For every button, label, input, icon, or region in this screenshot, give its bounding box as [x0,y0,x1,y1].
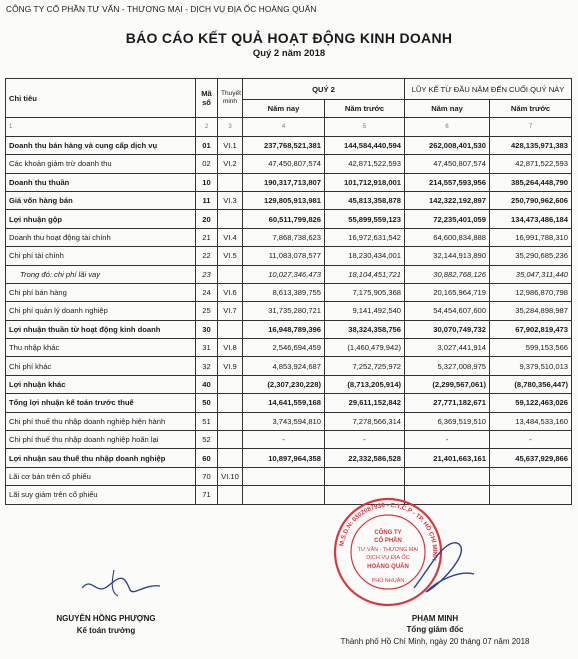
row-q2-nam-truoc: 42,871,522,593 [325,155,405,173]
report-title: BÁO CÁO KẾT QUẢ HOẠT ĐỘNG KINH DOANH [125,30,453,46]
row-q2-nam-truoc: 29,611,152,842 [325,394,405,412]
row-ytd-nam-nay: 3,027,441,914 [405,339,490,357]
svg-text:CÔNG TY: CÔNG TY [374,530,402,536]
row-q2-nam-nay: 129,805,913,981 [243,191,325,209]
header-q2-nam-truoc: Năm trước [325,100,405,118]
row-q2-nam-truoc: 38,324,358,756 [325,320,405,338]
row-ytd-nam-truoc: 599,153,566 [490,339,572,357]
row-ytd-nam-nay: 54,454,607,600 [405,302,490,320]
income-statement-table [5,78,572,505]
row-code: 23 [196,265,218,283]
row-note: VI.9 [218,357,243,375]
row-note [218,486,243,504]
signature-block-right [300,614,570,646]
table-row [6,449,572,467]
row-code: 30 [196,320,218,338]
report-period: Quý 2 năm 2018 [252,48,326,59]
signer-name-right: PHẠM MINH [411,614,459,623]
table-row [6,302,572,320]
row-note [218,375,243,393]
row-label: Lợi nhuận thuần từ hoạt động kinh doanh [6,320,196,338]
row-q2-nam-truoc: 7,278,566,314 [325,412,405,430]
table-row [6,155,572,173]
header-ytd-nam-nay: Năm nay [405,100,490,118]
table-row [6,431,572,449]
row-label: Chi phí quản lý doanh nghiệp [6,302,196,320]
row-ytd-nam-nay: 27,771,182,671 [405,394,490,412]
row-ytd-nam-truoc: 16,991,788,310 [490,228,572,246]
svg-text:CỔ PHẦN: CỔ PHẦN [374,538,402,544]
row-note [218,449,243,467]
row-q2-nam-truoc [325,467,405,485]
row-note [218,394,243,412]
row-note [218,265,243,283]
row-q2-nam-nay: 11,083,078,577 [243,247,325,265]
row-note: VI.8 [218,339,243,357]
index-cell: 6 [405,118,490,136]
row-q2-nam-truoc: (8,713,205,914) [325,375,405,393]
index-cell: 5 [325,118,405,136]
row-q2-nam-nay: 190,317,713,807 [243,173,325,191]
row-note: VI.4 [218,228,243,246]
header-ytd-nam-truoc: Năm trước [490,100,572,118]
row-note: VI.10 [218,467,243,485]
svg-text:PHÚ NHUẬN: PHÚ NHUẬN [371,578,405,584]
row-code: 25 [196,302,218,320]
row-ytd-nam-nay: 30,882,768,126 [405,265,490,283]
table-row [6,394,572,412]
row-note [218,320,243,338]
table-row [6,136,572,154]
row-code: 20 [196,210,218,228]
table-row [6,412,572,430]
row-code: 02 [196,155,218,173]
row-code: 70 [196,467,218,485]
row-q2-nam-nay: (2,307,230,228) [243,375,325,393]
row-ytd-nam-truoc: 35,047,311,440 [490,265,572,283]
row-note [218,173,243,191]
header-ma-so: Mã số [196,79,218,118]
table-row [6,339,572,357]
signer-role-right: Tổng giám đốc [406,625,464,634]
row-note: VI.6 [218,283,243,301]
row-note [218,210,243,228]
row-q2-nam-nay: 7,868,738,623 [243,228,325,246]
row-q2-nam-nay: 8,613,389,755 [243,283,325,301]
row-note: VI.2 [218,155,243,173]
row-q2-nam-truoc: - [325,431,405,449]
index-cell: 1 [6,118,196,136]
row-label: Trong đó: chi phí lãi vay [6,265,196,283]
row-q2-nam-truoc: 55,899,559,123 [325,210,405,228]
row-ytd-nam-nay: 30,070,749,732 [405,320,490,338]
svg-text:HOÀNG QUÂN: HOÀNG QUÂN [367,564,409,570]
row-label: Lợi nhuận gộp [6,210,196,228]
row-ytd-nam-nay: 214,557,593,956 [405,173,490,191]
svg-text:M.S.D.N: 0302087938 - C.T.C.P: M.S.D.N: 0302087938 - C.T.C.P - TP. HỒ CHÍ MINH [338,501,439,562]
row-q2-nam-truoc: 101,712,918,001 [325,173,405,191]
table-row [6,173,572,191]
index-cell: 4 [243,118,325,136]
row-code: 52 [196,431,218,449]
row-ytd-nam-nay: 64,600,834,888 [405,228,490,246]
row-ytd-nam-nay: 262,008,401,530 [405,136,490,154]
row-code: 01 [196,136,218,154]
row-label: Lợi nhuận khác [6,375,196,393]
row-q2-nam-nay: 10,897,964,358 [243,449,325,467]
row-ytd-nam-nay: 47,450,807,574 [405,155,490,173]
row-q2-nam-truoc: 16,972,631,542 [325,228,405,246]
row-q2-nam-nay [243,486,325,504]
row-ytd-nam-truoc: 385,264,448,790 [490,173,572,191]
signer-role-left: Kế toán trưởng [76,626,136,635]
row-q2-nam-nay: 16,948,789,396 [243,320,325,338]
row-q2-nam-nay: 4,853,924,687 [243,357,325,375]
row-ytd-nam-nay: 20,165,964,719 [405,283,490,301]
signature-tong-giam-doc [408,530,478,600]
signature-date: Thành phố Hồ Chí Minh, ngày 20 tháng 07 năm 2018 [340,637,530,646]
row-ytd-nam-truoc: 67,902,819,473 [490,320,572,338]
row-ytd-nam-truoc: 134,473,486,184 [490,210,572,228]
header-chi-tieu: Chỉ tiêu [6,79,196,118]
header-q2-nam-nay: Năm nay [243,100,325,118]
row-q2-nam-truoc: 45,813,358,878 [325,191,405,209]
row-q2-nam-truoc: 7,252,725,972 [325,357,405,375]
row-q2-nam-nay: 3,743,594,810 [243,412,325,430]
row-q2-nam-truoc: 9,141,492,540 [325,302,405,320]
signature-ke-toan-truong [74,566,164,602]
header-thuyet-minh: Thuyết minh [218,79,243,118]
row-q2-nam-nay: 2,546,694,459 [243,339,325,357]
row-code: 10 [196,173,218,191]
table-row [6,265,572,283]
table-row [6,283,572,301]
row-ytd-nam-truoc: 35,290,685,236 [490,247,572,265]
row-ytd-nam-truoc: 250,790,962,606 [490,191,572,209]
row-ytd-nam-nay [405,467,490,485]
index-cell: 3 [218,118,243,136]
row-note: VI.1 [218,136,243,154]
row-label: Chi phí khác [6,357,196,375]
row-ytd-nam-nay: 32,144,913,890 [405,247,490,265]
row-q2-nam-nay: 14,641,559,168 [243,394,325,412]
company-name: CÔNG TY CỔ PHẦN TƯ VẤN - THƯƠNG MẠI - DỊCH VỤ ĐỊA ỐC HOÀNG QUÂN [6,4,317,14]
row-label: Doanh thu hoạt động tài chính [6,228,196,246]
row-code: 32 [196,357,218,375]
signer-name-left: NGUYỄN HỒNG PHƯỢNG [56,614,156,623]
row-note [218,431,243,449]
row-q2-nam-truoc: 18,104,451,721 [325,265,405,283]
row-label: Các khoản giảm trừ doanh thu [6,155,196,173]
row-ytd-nam-nay: 21,401,663,161 [405,449,490,467]
index-cell: 2 [196,118,218,136]
row-ytd-nam-truoc: (8,780,356,447) [490,375,572,393]
row-note: VI.3 [218,191,243,209]
table-row [6,486,572,504]
row-ytd-nam-nay: (2,299,567,061) [405,375,490,393]
row-ytd-nam-truoc: 428,135,971,383 [490,136,572,154]
row-label: Lãi cơ bản trên cổ phiếu [6,467,196,485]
row-ytd-nam-truoc [490,467,572,485]
table-row [6,191,572,209]
row-note: VI.5 [218,247,243,265]
row-ytd-nam-truoc [490,486,572,504]
row-code: 50 [196,394,218,412]
row-label: Chi phí bán hàng [6,283,196,301]
row-code: 24 [196,283,218,301]
table-row [6,467,572,485]
table-row [6,228,572,246]
index-cell: 7 [490,118,572,136]
row-label: Doanh thu thuần [6,173,196,191]
svg-text:TƯ VẤN - THƯƠNG MẠI: TƯ VẤN - THƯƠNG MẠI [357,547,419,553]
row-code: 60 [196,449,218,467]
table-row [6,320,572,338]
row-ytd-nam-truoc: 12,986,870,798 [490,283,572,301]
row-q2-nam-nay: 31,735,280,721 [243,302,325,320]
row-label: Lãi suy giảm trên cổ phiếu [6,486,196,504]
row-label: Chi phí thuế thu nhập doanh nghiệp hiện hành [6,412,196,430]
row-ytd-nam-nay: 142,322,192,897 [405,191,490,209]
row-code: 40 [196,375,218,393]
row-ytd-nam-truoc: 59,122,463,026 [490,394,572,412]
row-q2-nam-nay [243,467,325,485]
row-q2-nam-truoc: 18,230,434,001 [325,247,405,265]
row-code: 22 [196,247,218,265]
row-q2-nam-truoc: (1,460,479,942) [325,339,405,357]
row-ytd-nam-nay: - [405,431,490,449]
row-q2-nam-nay: - [243,431,325,449]
table-row [6,375,572,393]
row-label: Lợi nhuận sau thuế thu nhập doanh nghiệp [6,449,196,467]
row-code: 31 [196,339,218,357]
row-label: Thu nhập khác [6,339,196,357]
table-row [6,357,572,375]
row-q2-nam-truoc: 144,584,440,594 [325,136,405,154]
row-ytd-nam-truoc: - [490,431,572,449]
row-label: Chi phí tài chính [6,247,196,265]
row-q2-nam-nay: 10,027,346,473 [243,265,325,283]
row-code: 21 [196,228,218,246]
row-label: Chi phí thuế thu nhập doanh nghiệp hoãn lại [6,431,196,449]
header-luy-ke: LŨY KẾ TỪ ĐẦU NĂM ĐẾN CUỐI QUÝ NÀY [405,79,572,100]
row-q2-nam-nay: 60,511,799,826 [243,210,325,228]
row-ytd-nam-truoc: 13,484,533,160 [490,412,572,430]
row-label: Doanh thu bán hàng và cung cấp dịch vụ [6,136,196,154]
row-label: Tổng lợi nhuận kế toán trước thuế [6,394,196,412]
signature-block-left [36,614,176,635]
row-q2-nam-truoc: 22,332,586,528 [325,449,405,467]
svg-text:DỊCH VỤ ĐỊA ỐC: DỊCH VỤ ĐỊA ỐC [366,555,410,561]
row-q2-nam-nay: 237,768,521,381 [243,136,325,154]
row-ytd-nam-truoc: 9,379,510,013 [490,357,572,375]
row-q2-nam-truoc: 7,175,905,368 [325,283,405,301]
row-ytd-nam-truoc: 35,284,898,987 [490,302,572,320]
row-ytd-nam-nay: 72,235,401,059 [405,210,490,228]
row-label: Giá vốn hàng bán [6,191,196,209]
row-ytd-nam-nay: 6,369,519,510 [405,412,490,430]
row-code: 11 [196,191,218,209]
row-code: 51 [196,412,218,430]
header-quy-2: QUÝ 2 [243,79,405,100]
table-row [6,210,572,228]
row-ytd-nam-truoc: 45,637,929,866 [490,449,572,467]
row-note [218,412,243,430]
table-row [6,247,572,265]
row-ytd-nam-truoc: 42,871,522,593 [490,155,572,173]
row-ytd-nam-nay: 5,327,008,975 [405,357,490,375]
row-code: 71 [196,486,218,504]
row-note: VI.7 [218,302,243,320]
row-q2-nam-nay: 47,450,807,574 [243,155,325,173]
